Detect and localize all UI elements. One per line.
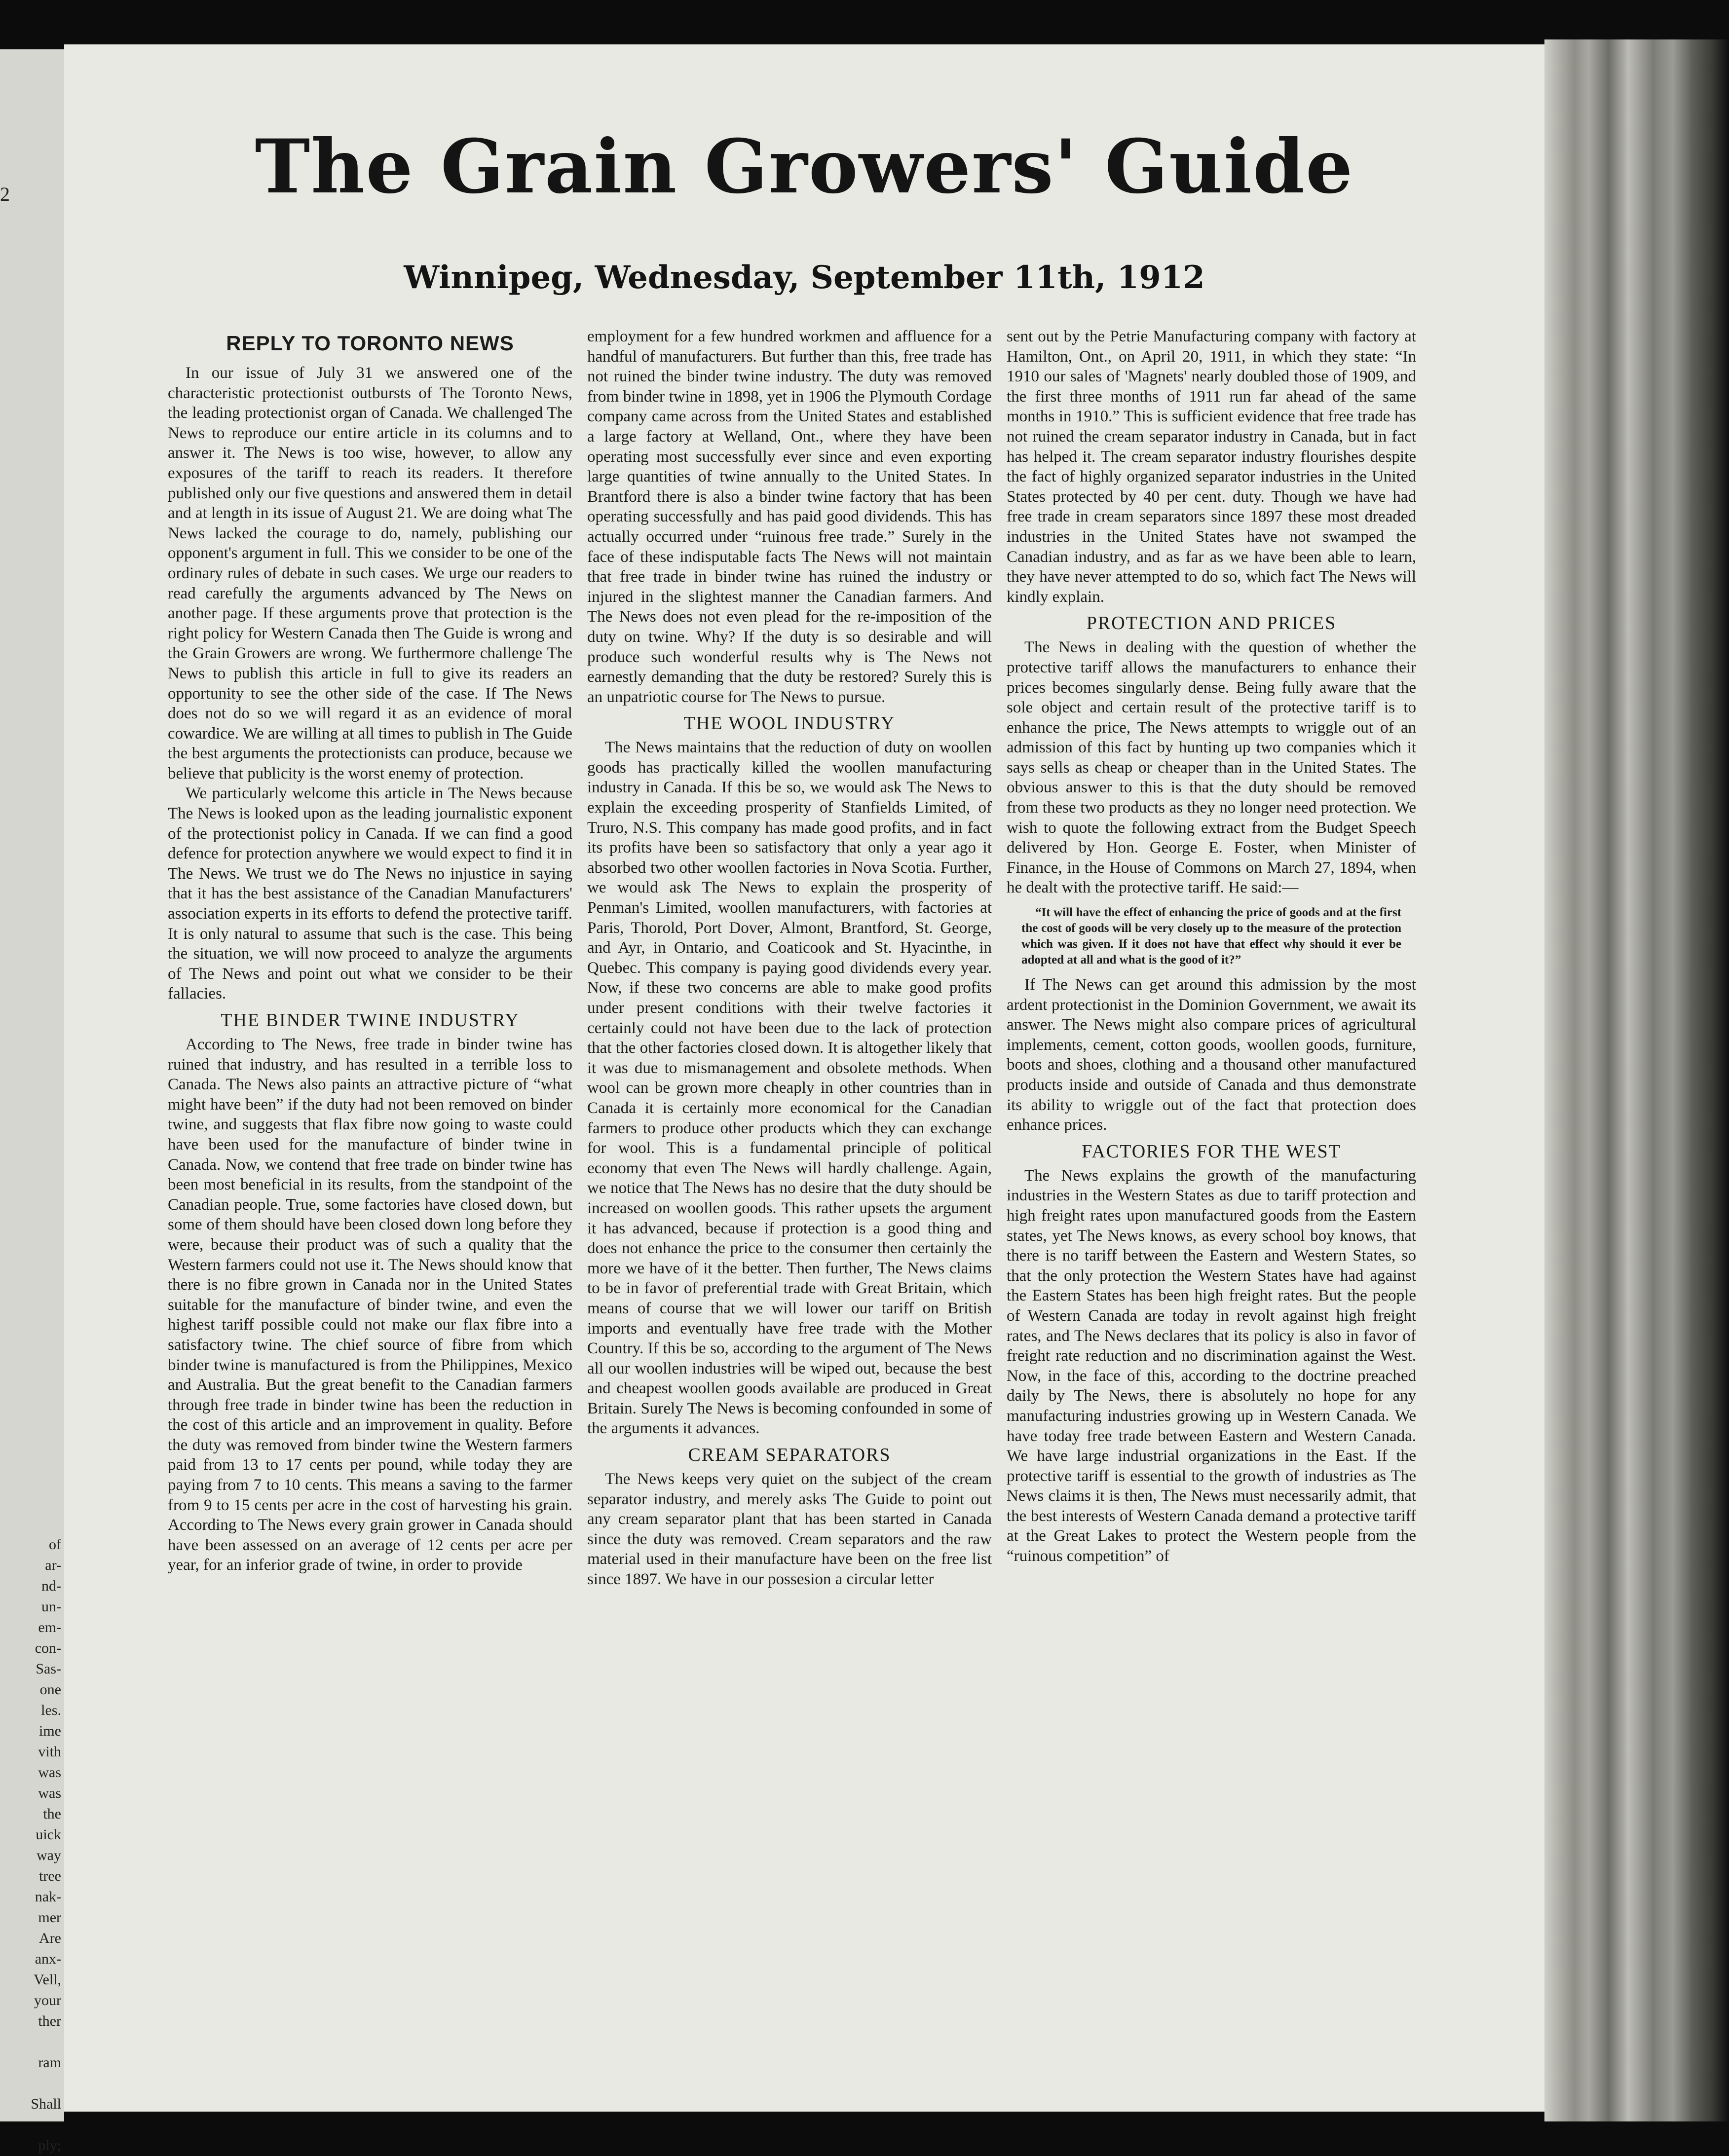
facing-page-fragment: Shall <box>31 2096 61 2112</box>
article-paragraph: employment for a few hundred workmen and affluence for a handful of manufacturers. But further than this, free trade has not ruined the binder twine industry. The duty was removed from binder twine in 1898, yet in 1906 the Plymouth Cordage company came across from the United States and established a large factory at Welland, Ont., where they have been operating most successfully ever since and even exporting large quantities of twine annually to the United States. In Brantford there is also a binder twine factory that has been operating successfully and has paid good dividends. This has actually occurred under “ruinous free trade.” Surely in the face of these indisputable facts The News will not maintain that free trade in binder twine has ruined the industry or injured in the slightest manner the Canadian farmers. And The News does not even plead for the re-imposition of the duty on twine. Why? If the duty is so desirable and will produce such wonderful results why is The News not earnestly demanding that the duty be restored? Surely this is an unpatriotic course for The News to pursue. <box>587 328 992 706</box>
masthead-dateline: Winnipeg, Wednesday, September 11th, 1912 <box>404 259 1205 296</box>
column-3 <box>1007 327 1416 2083</box>
facing-page-fragment: Sas- <box>36 1661 61 1677</box>
article-paragraph: If The News can get around this admission by the most ardent protectionist in the Dominion Government, we await its answer. The News might also compare prices of agricultural implements, cement, cotton goods, woollen goods, furniture, boots and shoes, clothing and a thousand other manufactured products inside and outside of Canada and thus demonstrate its ability to wriggle out of the fact that protection does enhance prices. <box>1007 976 1416 1134</box>
column-1 <box>168 331 572 2087</box>
facing-page-fragment: mer <box>38 1909 61 1926</box>
facing-page-fragment: ime <box>39 1723 61 1739</box>
bound-volume-edge <box>1544 39 1729 2121</box>
newspaper-page <box>64 44 1544 2112</box>
facing-page-fragment: way <box>37 1847 61 1863</box>
facing-page-fragment: anx- <box>35 1951 61 1967</box>
article-paragraph: According to The News, free trade in binder twine has ruined that industry, and has resulted in a terrible loss to Canada. The News also paints an attractive picture of “what might have been” if the duty had not been removed on binder twine, and suggests that flax fibre now going to waste could have been used for the manufacture of binder twine in Canada. Now, we contend that free trade on binder twine has been most beneficial in its results, from the standpoint of the Canadian people. True, some factories have closed down, but some of them should have been closed down long before they were, because their product was of such a quality that the Western farmers could not use it. The News should know that there is no fibre grown in Canada nor in the United States suitable for the manufacture of binder twine, and even the highest tariff possible could not make our flax fibre into a satisfactory twine. The chief source of fibre from which binder twine is manufactured is from the Philippines, Mexico and Australia. But the great benefit to the Canadian farmers through free trade in binder twine has been the reduction in the cost of this article and an improvement in quality. Before the duty was removed from binder twine the Western farmers paid from 13 to 17 cents per pound, while today they are paying from 7 to 10 cents. This means a saving to the farmer from 9 to 15 cents per acre in the cost of harvesting his grain. According to The News every grain grower in Canada should have been assessed on an average of 12 cents per acre per year, for an inferior grade of twine, in order to provide <box>168 1036 572 1574</box>
article-paragraph: The News keeps very quiet on the subject of the cream separator industry, and merely asks The Guide to point out any cream separator plant that has been started in Canada since the duty was removed. Cream separators and the raw material used in their manufacture have been on the free list since 1897. We have in our possesion a circular letter <box>587 1470 992 1589</box>
facing-page-fragment <box>31 2073 61 2094</box>
facing-page-fragment: un- <box>41 1598 61 1615</box>
section-heading-cream-separators: CREAM SEPARATORS <box>688 1445 891 1466</box>
facing-page-text-fragments <box>31 1534 61 2156</box>
facing-page-fragment: uick <box>36 1826 61 1843</box>
facing-page-fragment: nak- <box>35 1889 61 1905</box>
budget-speech-quote: “It will have the effect of enhancing the price of goods and at the first the cost of goods will be very closely up to the measure of the protection which was given. If it does not have that effect why should it ever be adopted at all and what is the good of it?” <box>1021 906 1401 967</box>
facing-page-fragment: was <box>38 1785 61 1801</box>
facing-page-fragment: of <box>49 1536 61 1553</box>
facing-page-edge <box>0 49 64 2154</box>
facing-page-fragment <box>31 2032 61 2052</box>
facing-page-fragment: nd- <box>41 1578 61 1594</box>
facing-page-fragment: vith <box>38 1744 61 1760</box>
facing-page-fragment: les. <box>41 1702 61 1718</box>
facing-page-fragment: ther <box>38 2013 61 2029</box>
facing-page-fragment: ar- <box>45 1557 61 1573</box>
facing-page-fragment: Are <box>39 1930 61 1946</box>
facing-page-fragment: the <box>43 1806 61 1822</box>
facing-page-fragment <box>31 2115 61 2135</box>
article-paragraph: sent out by the Petrie Manufacturing company with factory at Hamilton, Ont., on April 20, 1911, in which they state: “In 1910 our sales of 'Magnets' nearly doubled those of 1909, and the first three months of 1911 run far ahead of the same months in 1910.” This is sufficient evidence that free trade has not ruined the cream separator industry in Canada, but in fact has helped it. The cream separator industry flourishes despite the fact of highly organized separator industries in the United States protected by 40 per cent. duty. Though we have had free trade in cream separators since 1897 these most dreaded industries in the United States have not swamped the Canadian industry, and as far as we have been able to learn, they have never attempted to do so, which fact The News will kindly explain. <box>1007 328 1416 606</box>
section-heading-wool-industry: THE WOOL INDUSTRY <box>683 713 896 734</box>
masthead-title: The Grain Growers' Guide <box>255 123 1354 210</box>
article-paragraph: The News in dealing with the question of whether the protective tariff allows the manufacturers to enhance their prices becomes singularly dense. Being fully aware that the sole object and certain result of the protective tariff is to enhance the price, The News attempts to wriggle out of an admission of this fact by hunting up two companies which it says sells as cheap or cheaper than in the United States. The obvious answer to this is that the duty should be removed from these two products as they no longer need protection. We wish to quote the following extract from the Budget Speech delivered by Hon. George E. Foster, when Minister of Finance, in the House of Commons on March 27, 1894, when he dealt with the protective tariff. He said:— <box>1007 638 1416 897</box>
column-2 <box>587 327 992 2083</box>
facing-page-fragment: your <box>34 1992 61 2008</box>
facing-page-fragment: one <box>39 1681 61 1698</box>
section-heading-protection-prices: PROTECTION AND PRICES <box>1086 613 1337 634</box>
facing-page-fragment: ram <box>38 2054 61 2071</box>
article-paragraph: The News maintains that the reduction of duty on woollen goods has practically killed the woollen manufacturing industry in Canada. If this be so, we would ask The News to explain the exceeding prosperity of Stanfields Limited, of Truro, N.S. This company has made good profits, and in fact its profits have been so satisfactory that only a year ago it absorbed two other woollen factories in Nova Scotia. Further, we would ask The News to explain the prosperity of Penman's Limited, woollen manufacturers, with factories at Paris, Thorold, Port Dover, Almont, Brantford, St. George, and Ayr, in Ontario, and Coaticook and St. Hyacinthe, in Quebec. This company is paying good dividends every year. Now, if these two concerns are able to make good profits under present conditions with their twelve factories it certainly could not have been due to the lack of protection that the other factories closed down. It is altogether likely that it was due to mismanagement and obsolete methods. When wool can be grown more cheaply in other countries than in Canada it is certainly more economical for the Canadian farmers to produce other products which they can exchange for wool. This is a fundamental principle of political economy that even The News will hardly challenge. Again, we notice that The News has no desire that the duty should be increased on woollen goods. This rather upsets the argument it has advanced, because if protection is a good thing and does not enhance the price to the consumer then certainly the more we have of it the better. Then further, The News claims to be in favor of preferential trade with Great Britain, which means of course that we will lower our tariff on British imports and eventually have free trade with the Mother Country. If this be so, according to the argument of The News all our woollen industries will be wiped out, because the best and cheapest woollen goods available are produced in Great Britain. Surely The News is becoming confounded in some of the arguments it advances. <box>587 739 992 1438</box>
article-paragraph: The News explains the growth of the manufacturing industries in the Western States as due to tariff protection and high freight rates upon manufactured goods from the Eastern states, yet The News knows, as every school boy knows, that there is no tariff between the Eastern and Western States, so that the only protection the Western States have had against the Eastern States has been high freight rates. But the people of Western Canada are today in revolt against high freight rates, and The News declares that its policy is also in favor of freight rate reduction and no discrimination against the West. Now, in the face of this, according to the doctrine preached daily by The News, there is absolutely no hope for any manufacturing industries growing up in Western Canada. We have today free trade between Eastern and Western Canada. We have large industrial organizations in the East. If the protective tariff is essential to the growth of industries as The News claims it is then, The News must necessarily admit, that the best interests of Western Canada demand a protective tariff at the Great Lakes to protect the Western people from the “ruinous competition” of <box>1007 1166 1416 1565</box>
article-headline: REPLY TO TORONTO NEWS <box>226 332 514 355</box>
facing-page-fragment: tree <box>39 1868 61 1884</box>
facing-page-number: 2 <box>0 183 10 205</box>
facing-page-fragment: was <box>38 1764 61 1781</box>
article-paragraph: We particularly welcome this article in The News because The News is looked upon as the leading journalistic exponent of the protectionist policy in Canada. If we can find a good defence for protection anywhere we would expect to find it in The News. We trust we do The News no injustice in saying that it has the best assistance of the Canadian Manufacturers' association experts in its efforts to defend the protective tariff. It is only natural to assume that such is the case. This being the situation, we will now proceed to analyze the arguments of The News and point out what we consider to be their fallacies. <box>168 784 572 1003</box>
article-paragraph: In our issue of July 31 we answered one of the characteristic protectionist outbursts of The Toronto News, the leading protectionist organ of Canada. We challenged The News to reproduce our entire article in its columns and to answer it. The News is too wise, however, to allow any exposures of the tariff to reach its readers. It therefore published only our five questions and answered them in detail and at length in its issue of August 21. We are doing what The News lacked the courage to do, namely, publishing our opponent's argument in full. This we consider to be one of the ordinary rules of debate in such cases. We urge our readers to read carefully the arguments advanced by The News on another page. If these arguments prove that protection is the right policy for Western Canada then The Guide is wrong and the Grain Growers are wrong. We furthermore challenge The News to publish this article in full to give its readers an opportunity to see the other side of the case. If The News does not do so we will regard it as an evidence of moral cowardice. We are willing at all times to publish in The Guide the best arguments the protectionists can produce, because we believe that publicity is the worst enemy of protection. <box>168 364 572 782</box>
facing-page-fragment: em- <box>38 1619 61 1636</box>
facing-page-fragment: Vell, <box>34 1971 61 1988</box>
section-heading-binder-twine: THE BINDER TWINE INDUSTRY <box>221 1010 520 1031</box>
facing-page-fragment: con- <box>35 1640 61 1656</box>
section-heading-factories-west: FACTORIES FOR THE WEST <box>1082 1141 1341 1162</box>
facing-page-fragment: ply; <box>38 2137 61 2154</box>
